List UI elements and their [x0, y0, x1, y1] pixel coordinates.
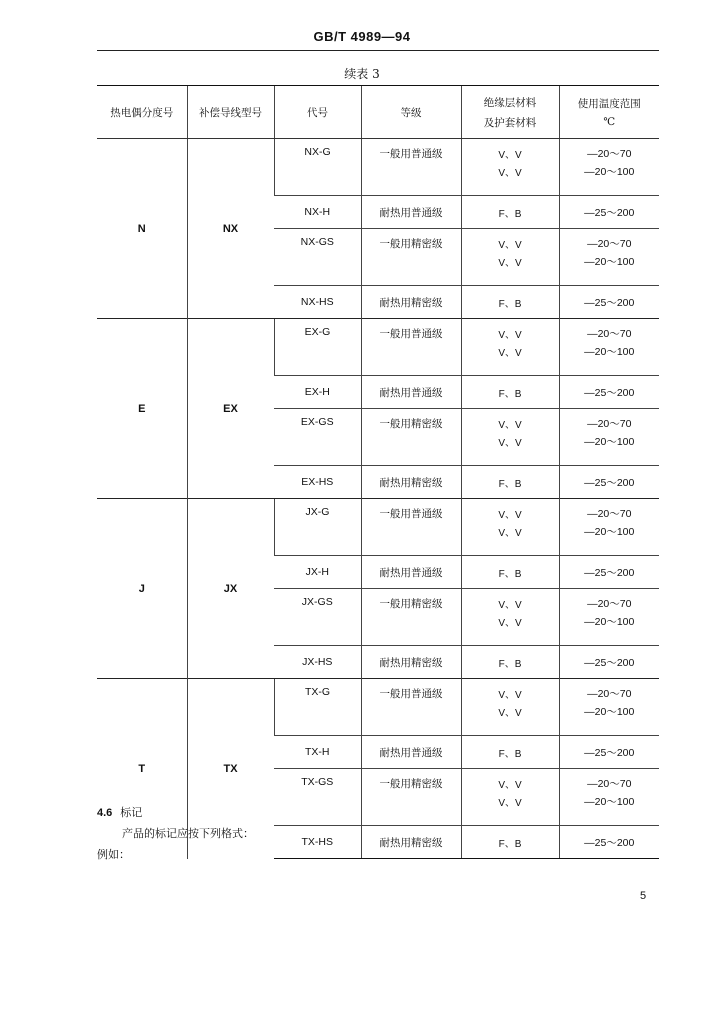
material-cell	[461, 769, 559, 826]
material-cell-line2: V、V	[498, 528, 522, 539]
material-cell-line1: F、B	[498, 568, 522, 580]
col-header-thermocouple: 热电偶分度号	[97, 86, 187, 139]
material-cell-line1: V、V	[498, 330, 522, 341]
code-cell: TX-H	[274, 736, 361, 769]
temperature-cell	[559, 139, 659, 196]
material-cell-line1: F、B	[498, 658, 522, 670]
material-cell-line1: F、B	[498, 838, 522, 850]
grade-cell: 一般用精密级	[361, 409, 461, 466]
material-cell-line2: V、V	[498, 258, 522, 269]
temperature-cell-line1: —25～200	[584, 386, 635, 399]
code-cell: EX-G	[274, 319, 361, 376]
temperature-cell-line1: —25～200	[584, 836, 635, 849]
col-header-grade: 等级	[361, 86, 461, 139]
material-cell	[461, 736, 559, 769]
temperature-cell	[559, 769, 659, 826]
table-row	[97, 139, 659, 196]
wire-type-cell: NX	[187, 139, 274, 319]
code-cell: EX-H	[274, 376, 361, 409]
wire-type-cell: TX	[187, 679, 274, 859]
code-cell: JX-G	[274, 499, 361, 556]
col-header-temperature-unit: ℃	[603, 116, 616, 128]
material-cell-line1: F、B	[498, 388, 522, 400]
temperature-cell	[559, 319, 659, 376]
material-cell-line2: V、V	[498, 798, 522, 809]
temperature-cell-line1: —20～70	[587, 778, 632, 790]
temperature-cell-line1: —20～70	[587, 328, 632, 340]
material-cell	[461, 679, 559, 736]
material-cell-line1: V、V	[498, 690, 522, 701]
material-cell	[461, 826, 559, 859]
col-header-wire-type: 补偿导线型号	[187, 86, 274, 139]
material-cell-line2: V、V	[498, 708, 522, 719]
code-cell: TX-G	[274, 679, 361, 736]
code-cell: NX-G	[274, 139, 361, 196]
code-cell: EX-HS	[274, 466, 361, 499]
code-cell: EX-GS	[274, 409, 361, 466]
temperature-cell-line1: —25～200	[584, 566, 635, 579]
material-cell	[461, 376, 559, 409]
temperature-cell-line1: —20～70	[587, 238, 632, 250]
temperature-cell-line2: —20～100	[584, 346, 635, 358]
material-cell	[461, 229, 559, 286]
temperature-cell-line1: —20～70	[587, 418, 632, 430]
material-cell-line1: V、V	[498, 420, 522, 431]
temperature-cell-line2: —20～100	[584, 796, 635, 808]
material-cell-line2: V、V	[498, 348, 522, 359]
material-cell-line1: F、B	[498, 748, 522, 760]
temperature-cell	[559, 646, 659, 679]
temperature-cell	[559, 736, 659, 769]
temperature-cell-line2: —20～100	[584, 616, 635, 628]
temperature-cell	[559, 196, 659, 229]
table-row	[97, 499, 659, 556]
thermocouple-cell: N	[97, 139, 187, 319]
compensation-wire-table	[97, 85, 659, 859]
temperature-cell	[559, 466, 659, 499]
temperature-cell-line2: —20～100	[584, 526, 635, 538]
code-cell: NX-GS	[274, 229, 361, 286]
temperature-cell	[559, 376, 659, 409]
material-cell-line1: V、V	[498, 510, 522, 521]
table-caption: 续表 3	[344, 67, 380, 81]
temperature-cell-line1: —25～200	[584, 296, 635, 309]
table-body	[97, 139, 659, 859]
grade-cell: 耐热用普通级	[361, 736, 461, 769]
material-cell	[461, 139, 559, 196]
material-cell	[461, 466, 559, 499]
grade-cell: 一般用精密级	[361, 229, 461, 286]
wire-type-cell: EX	[187, 319, 274, 499]
material-cell-line1: V、V	[498, 240, 522, 251]
temperature-cell-line1: —25～200	[584, 476, 635, 489]
temperature-cell	[559, 229, 659, 286]
temperature-cell	[559, 286, 659, 319]
material-cell-line1: V、V	[498, 600, 522, 611]
temperature-cell-line2: —20～100	[584, 166, 635, 178]
col-header-temperature	[559, 86, 659, 139]
material-cell-line1: F、B	[498, 298, 522, 310]
material-cell	[461, 319, 559, 376]
code-cell: NX-H	[274, 196, 361, 229]
material-cell	[461, 409, 559, 466]
code-cell: JX-GS	[274, 589, 361, 646]
temperature-cell-line1: —20～70	[587, 508, 632, 520]
code-cell: NX-HS	[274, 286, 361, 319]
wire-type-cell: JX	[187, 499, 274, 679]
temperature-cell	[559, 556, 659, 589]
material-cell-line2: V、V	[498, 618, 522, 629]
table-row	[97, 319, 659, 376]
temperature-cell-line1: —25～200	[584, 746, 635, 759]
temperature-cell-line2: —20～100	[584, 436, 635, 448]
code-cell: JX-HS	[274, 646, 361, 679]
grade-cell: 一般用精密级	[361, 769, 461, 826]
temperature-cell-line1: —25～200	[584, 656, 635, 669]
code-cell: TX-GS	[274, 769, 361, 826]
temperature-cell-line1: —20～70	[587, 688, 632, 700]
temperature-cell-line1: —20～70	[587, 598, 632, 610]
temperature-cell	[559, 679, 659, 736]
code-cell: JX-H	[274, 556, 361, 589]
table-header-row	[97, 86, 659, 139]
material-cell	[461, 646, 559, 679]
section-paragraph: 产品的标记应按下列格式：	[122, 827, 254, 840]
material-cell	[461, 196, 559, 229]
grade-cell: 耐热用精密级	[361, 286, 461, 319]
grade-cell: 耐热用精密级	[361, 646, 461, 679]
col-header-temperature-line1: 使用温度范围	[577, 98, 641, 110]
section-title: 标记	[120, 806, 143, 819]
material-cell-line1: V、V	[498, 780, 522, 791]
document-header: GB/T 4989—94	[313, 29, 411, 44]
temperature-cell	[559, 409, 659, 466]
grade-cell: 耐热用精密级	[361, 826, 461, 859]
material-cell-line2: V、V	[498, 168, 522, 179]
grade-cell: 一般用普通级	[361, 319, 461, 376]
thermocouple-cell: J	[97, 499, 187, 679]
grade-cell: 耐热用精密级	[361, 466, 461, 499]
col-header-code: 代号	[274, 86, 361, 139]
col-header-material	[461, 86, 559, 139]
material-cell-line1: F、B	[498, 478, 522, 490]
temperature-cell-line1: —25～200	[584, 206, 635, 219]
material-cell-line2: V、V	[498, 438, 522, 449]
material-cell	[461, 556, 559, 589]
thermocouple-cell: T	[97, 679, 187, 859]
grade-cell: 耐热用普通级	[361, 556, 461, 589]
section-number: 4.6	[97, 807, 113, 819]
grade-cell: 一般用普通级	[361, 679, 461, 736]
temperature-cell	[559, 826, 659, 859]
grade-cell: 一般用普通级	[361, 139, 461, 196]
grade-cell: 一般用普通级	[361, 499, 461, 556]
grade-cell: 一般用精密级	[361, 589, 461, 646]
material-cell-line1: V、V	[498, 150, 522, 161]
temperature-cell-line2: —20～100	[584, 706, 635, 718]
col-header-material-line2: 及护套材料	[483, 116, 537, 129]
material-cell-line1: F、B	[498, 208, 522, 220]
example-label: 例如：	[97, 848, 130, 861]
temperature-cell	[559, 499, 659, 556]
section-heading	[97, 804, 142, 820]
col-header-material-line1: 绝缘层材料	[483, 96, 537, 109]
material-cell	[461, 499, 559, 556]
grade-cell: 耐热用普通级	[361, 196, 461, 229]
header-rule	[97, 50, 659, 51]
temperature-cell-line1: —20～70	[587, 148, 632, 160]
grade-cell: 耐热用普通级	[361, 376, 461, 409]
temperature-cell	[559, 589, 659, 646]
material-cell	[461, 589, 559, 646]
page-number: 5	[640, 890, 647, 902]
material-cell	[461, 286, 559, 319]
table-row	[97, 679, 659, 736]
temperature-cell-line2: —20～100	[584, 256, 635, 268]
code-cell: TX-HS	[274, 826, 361, 859]
thermocouple-cell: E	[97, 319, 187, 499]
